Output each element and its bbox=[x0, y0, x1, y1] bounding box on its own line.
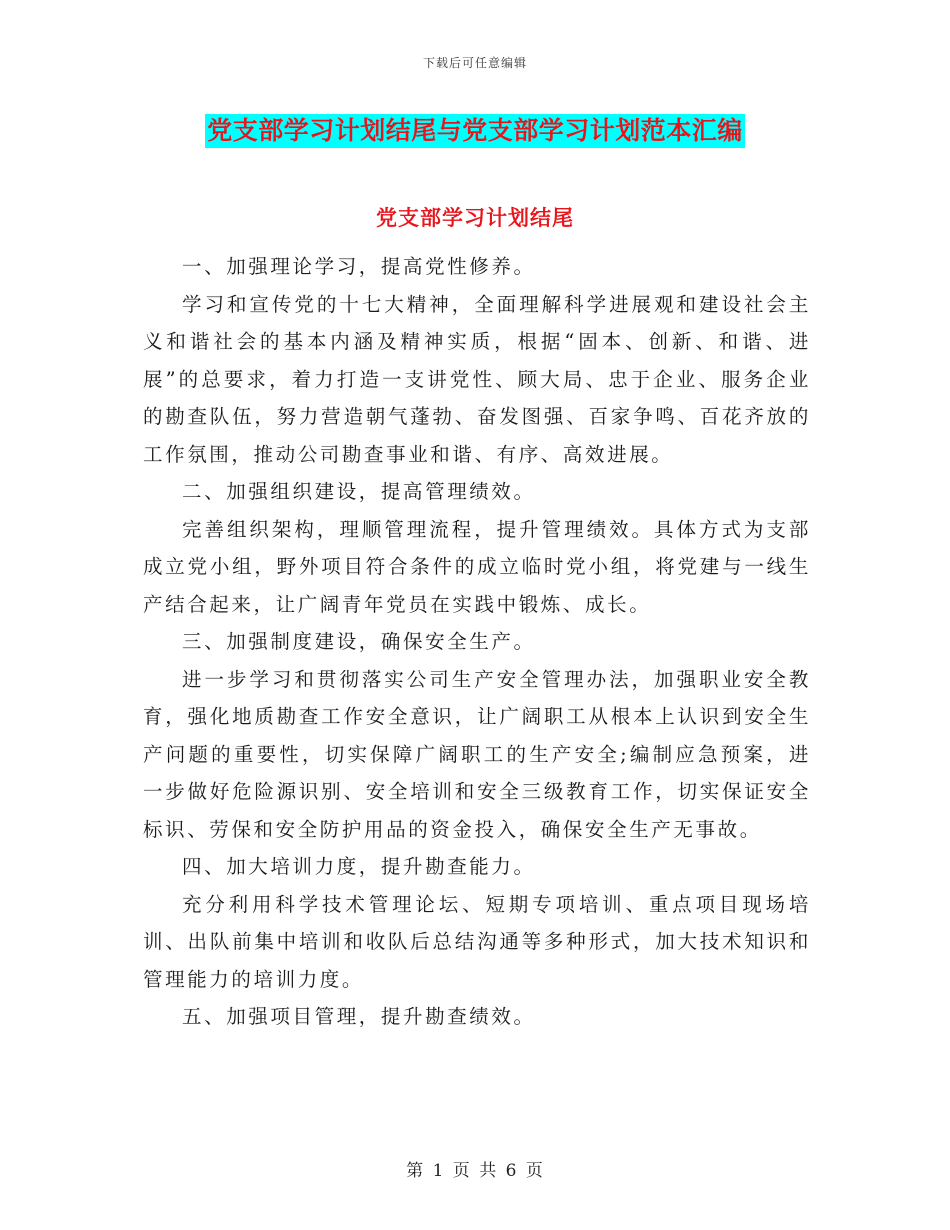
paragraph-training: 充分利用科学技术管理论坛、短期专项培训、重点项目现场培训、出队前集中培训和收队后总结沟通等多种形式，加大技术知识和管理能力的培训力度。 bbox=[143, 892, 811, 991]
heading-theory-study: 一、加强理论学习，提高党性修养。 bbox=[182, 255, 536, 278]
heading-system-building: 三、加强制度建设，确保安全生产。 bbox=[182, 630, 536, 653]
heading-project-management: 五、加强项目管理，提升勘查绩效。 bbox=[182, 1005, 536, 1028]
paragraph-theory-study: 学习和宣传党的十七大精神，全面理解科学进展观和建设社会主义和谐社会的基本内涵及精神实质，根据“固本、创新、和谐、进展”的总要求，着力打造一支讲党性、顾大局、忠于企业、服务企业的勘查队伍，努力营造朝气蓬勃、奋发图强、百家争鸣、百花齐放的工作氛围，推动公司勘查事业和谐、有序、高效进展。 bbox=[143, 292, 811, 466]
document-title-container bbox=[0, 114, 950, 148]
section-title: 党支部学习计划结尾 bbox=[376, 205, 574, 230]
heading-organization-building: 二、加强组织建设，提高管理绩效。 bbox=[182, 480, 536, 503]
document-body bbox=[143, 248, 811, 1036]
page-number-footer: 第 1 页 共 6 页 bbox=[406, 1161, 544, 1181]
heading-training: 四、加大培训力度，提升勘查能力。 bbox=[182, 855, 536, 878]
document-title: 党支部学习计划结尾与党支部学习计划范本汇编 bbox=[205, 114, 745, 148]
header-note: 下载后可任意编辑 bbox=[422, 56, 527, 70]
paragraph-organization-building: 完善组织架构，理顺管理流程，提升管理绩效。具体方式为支部成立党小组，野外项目符合条件的成立临时党小组，将党建与一线生产结合起来，让广阔青年党员在实践中锻炼、成长。 bbox=[143, 517, 811, 616]
paragraph-system-building: 进一步学习和贯彻落实公司生产安全管理办法，加强职业安全教育，强化地质勘查工作安全意识，让广阔职工从根本上认识到安全生产问题的重要性，切实保障广阔职工的生产安全;编制应急预案，进一步做好危险源识别、安全培训和安全三级教育工作，切实保证安全标识、劳保和安全防护用品的资金投入，确保安全生产无事故。 bbox=[143, 667, 811, 841]
